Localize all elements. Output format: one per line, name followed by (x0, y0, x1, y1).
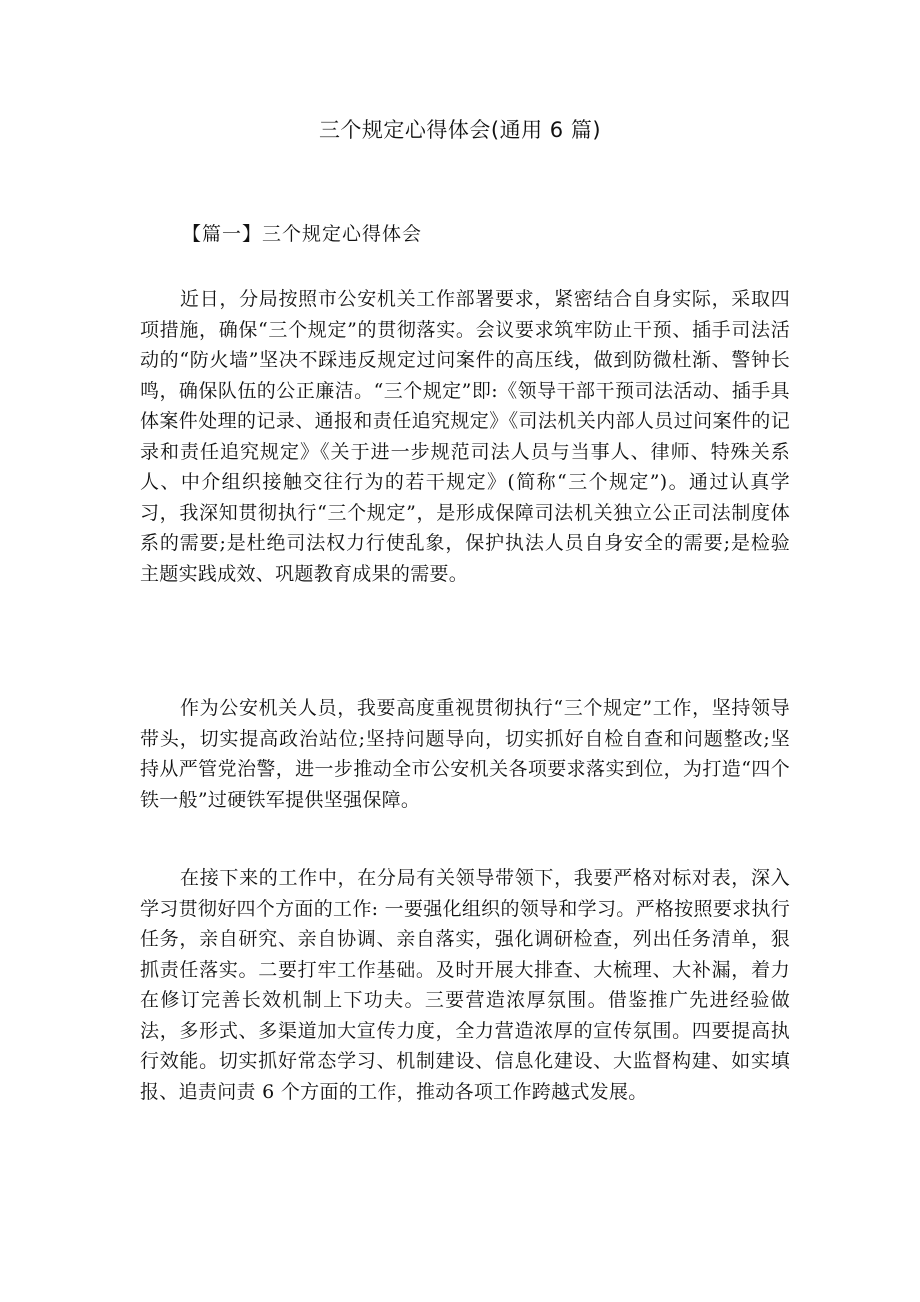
section-heading: 【篇一】三个规定心得体会 (182, 223, 423, 245)
document-title: 三个规定心得体会(通用 6 篇) (318, 118, 602, 142)
paragraph-3: 在接下来的工作中，在分局有关领导带领下，我要严格对标对表，深入学习贯彻好四个方面的工作: 一要强化组织的领导和学习。严格按照要求执行任务，亲自研究、亲自协调、亲自落实，强化调研检查，列出任务清单，狠抓责任落实。二要打牢工作基础。及时开展大排查、大梳理、大补漏，着力在修订完善长效机制上下功夫。三要营造浓厚氛围。借鉴推广先进经验做法，多形式、多渠道加大宣传力度，全力营造浓厚的宣传氛围。四要提高执行效能。切实抓好常态学习、机制建设、信息化建设、大监督构建、如实填报、追责问责 6 个方面的工作，推动各项工作跨越式发展。 (140, 867, 790, 1103)
paragraph-2: 作为公安机关人员，我要高度重视贯彻执行“三个规定”工作，坚持领导带头，切实提高政治站位;坚持问题导向，切实抓好自检自查和问题整改;坚持从严管党治警，进一步推动全市公安机关各项要求落实到位，为打造“四个铁一般”过硬铁军提供坚强保障。 (140, 697, 790, 811)
paragraph-1: 近日，分局按照市公安机关工作部署要求，紧密结合自身实际，采取四项措施，确保“三个规定”的贯彻落实。会议要求筑牢防止干预、插手司法活动的“防火墙”坚决不踩违反规定过问案件的高压线，做到防微杜渐、警钟长鸣，确保队伍的公正廉洁。“三个规定”即:《领导干部干预司法活动、插手具体案件处理的记录、通报和责任追究规定》《司法机关内部人员过问案件的记录和责任追究规定》《关于进一步规范司法人员与当事人、律师、特殊关系人、中介组织接触交往行为的若干规定》(简称“三个规定”)。通过认真学习，我深知贯彻执行“三个规定”，是形成保障司法机关独立公正司法制度体系的需要;是杜绝司法权力行使乱象，保护执法人员自身安全的需要;是检验主题实践成效、巩题教育成果的需要。 (140, 288, 790, 585)
